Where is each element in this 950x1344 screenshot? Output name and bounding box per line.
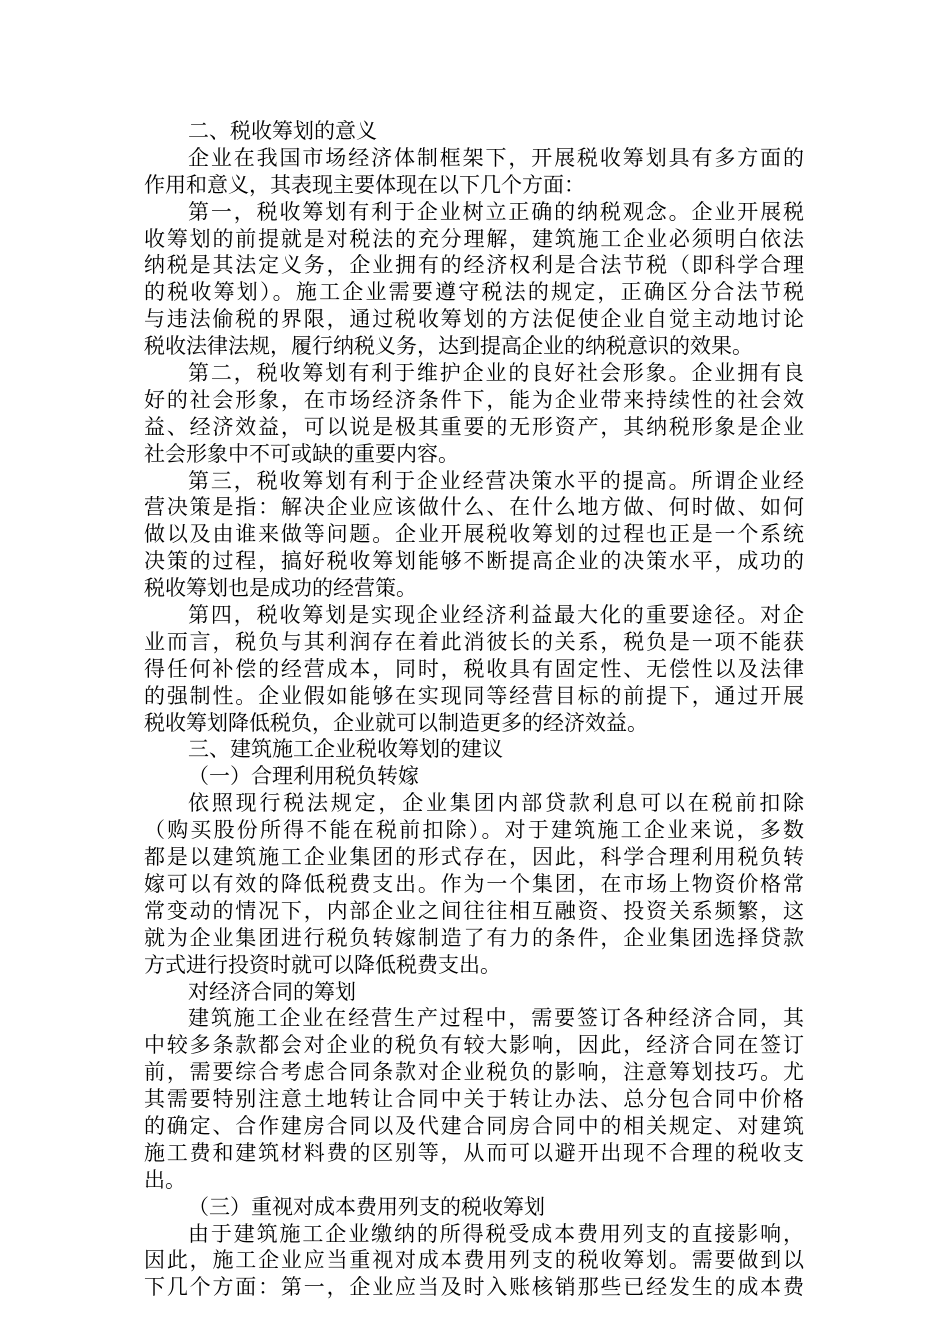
- text-line: 第一，税收筹划有利于企业树立正确的纳税观念。企业开展税: [188, 199, 804, 224]
- text-line: 常变动的情况下，内部企业之间往往相互融资、投资关系频繁，这: [144, 898, 804, 923]
- text-line: 建筑施工企业在经营生产过程中，需要签订各种经济合同，其: [188, 1006, 804, 1031]
- text-line: 税收筹划也是成功的经营策。: [144, 576, 417, 601]
- text-line: 社会形象中不可或缺的重要内容。: [144, 441, 459, 466]
- text-line: 纳税是其法定义务，企业拥有的经济权利是合法节税（即科学合理: [144, 253, 804, 278]
- text-line: 收筹划的前提就是对税法的充分理解，建筑施工企业必须明白依法: [144, 226, 804, 251]
- text-line: 因此，施工企业应当重视对成本费用列支的税收筹划。需要做到以: [144, 1248, 804, 1273]
- text-line: 营决策是指：解决企业应该做什么、在什么地方做、何时做、如何: [144, 495, 804, 520]
- text-line: 好的社会形象，在市场经济条件下，能为企业带来持续性的社会效: [144, 387, 804, 412]
- text-line: 由于建筑施工企业缴纳的所得税受成本费用列支的直接影响，: [188, 1221, 804, 1246]
- text-line: 三、建筑施工企业税收筹划的建议: [188, 737, 503, 762]
- text-line: 业而言，税负与其利润存在着此消彼长的关系，税负是一项不能获: [144, 629, 804, 654]
- text-line: 就为企业集团进行税负转嫁制造了有力的条件，企业集团选择贷款: [144, 925, 804, 950]
- text-line: 嫁可以有效的降低税费支出。作为一个集团，在市场上物资价格常: [144, 871, 804, 896]
- text-line: （三）重视对成本费用列支的税收筹划: [188, 1194, 545, 1219]
- text-line: 第四，税收筹划是实现企业经济利益最大化的重要途径。对企: [188, 603, 804, 628]
- text-line: （一）合理利用税负转嫁: [188, 764, 419, 789]
- text-line: 第三，税收筹划有利于企业经营决策水平的提高。所谓企业经: [188, 468, 804, 493]
- text-line: 中较多条款都会对企业的税负有较大影响，因此，经济合同在签订: [144, 1033, 804, 1058]
- text-line: 施工费和建筑材料费的区别等，从而可以避开出现不合理的税收支: [144, 1140, 804, 1165]
- document-body: [144, 118, 804, 1301]
- text-line: 方式进行投资时就可以降低税费支出。: [144, 952, 501, 977]
- text-line: 对经济合同的筹划: [188, 979, 356, 1004]
- text-line: 第二，税收筹划有利于维护企业的良好社会形象。企业拥有良: [188, 361, 804, 386]
- text-line: 的税收筹划）。施工企业需要遵守税法的规定，正确区分合法节税: [144, 280, 804, 305]
- text-line: 二、税收筹划的意义: [188, 119, 377, 143]
- text-line: 税收法律法规，履行纳税义务，达到提高企业的纳税意识的效果。: [144, 334, 753, 359]
- text-line: 前，需要综合考虑合同条款对企业税负的影响，注意筹划技巧。尤: [144, 1060, 804, 1085]
- text-line: 都是以建筑施工企业集团的形式存在，因此，科学合理利用税负转: [144, 845, 804, 870]
- text-line: 做以及由谁来做等问题。企业开展税收筹划的过程也正是一个系统: [144, 522, 804, 547]
- text-line: 作用和意义，其表现主要体现在以下几个方面：: [144, 172, 585, 197]
- text-line: 的确定、合作建房合同以及代建合同房合同中的相关规定、对建筑: [144, 1113, 804, 1138]
- text-line: 决策的过程，搞好税收筹划能够不断提高企业的决策水平，成功的: [144, 549, 804, 574]
- text-line: 出。: [144, 1167, 186, 1192]
- text-line: 益、经济效益，可以说是极其重要的无形资产，其纳税形象是企业: [144, 414, 804, 439]
- text-line: 下几个方面：第一，企业应当及时入账核销那些已经发生的成本费: [144, 1275, 804, 1300]
- text-line: 与违法偷税的界限，通过税收筹划的方法促使企业自觉主动地讨论: [144, 307, 804, 332]
- text-line: 得任何补偿的经营成本，同时，税收具有固定性、无偿性以及法律: [144, 656, 804, 681]
- text-line: 企业在我国市场经济体制框架下，开展税收筹划具有多方面的: [188, 145, 804, 170]
- text-line: 的强制性。企业假如能够在实现同等经营目标的前提下，通过开展: [144, 683, 804, 708]
- text-line: 依照现行税法规定，企业集团内部贷款利息可以在税前扣除: [188, 791, 804, 816]
- text-line: 税收筹划降低税负，企业就可以制造更多的经济效益。: [144, 710, 648, 735]
- text-line: 其需要特别注意土地转让合同中关于转让办法、总分包合同中价格: [144, 1087, 804, 1112]
- text-line: （购买股份所得不能在税前扣除）。对于建筑施工企业来说，多数: [144, 818, 804, 843]
